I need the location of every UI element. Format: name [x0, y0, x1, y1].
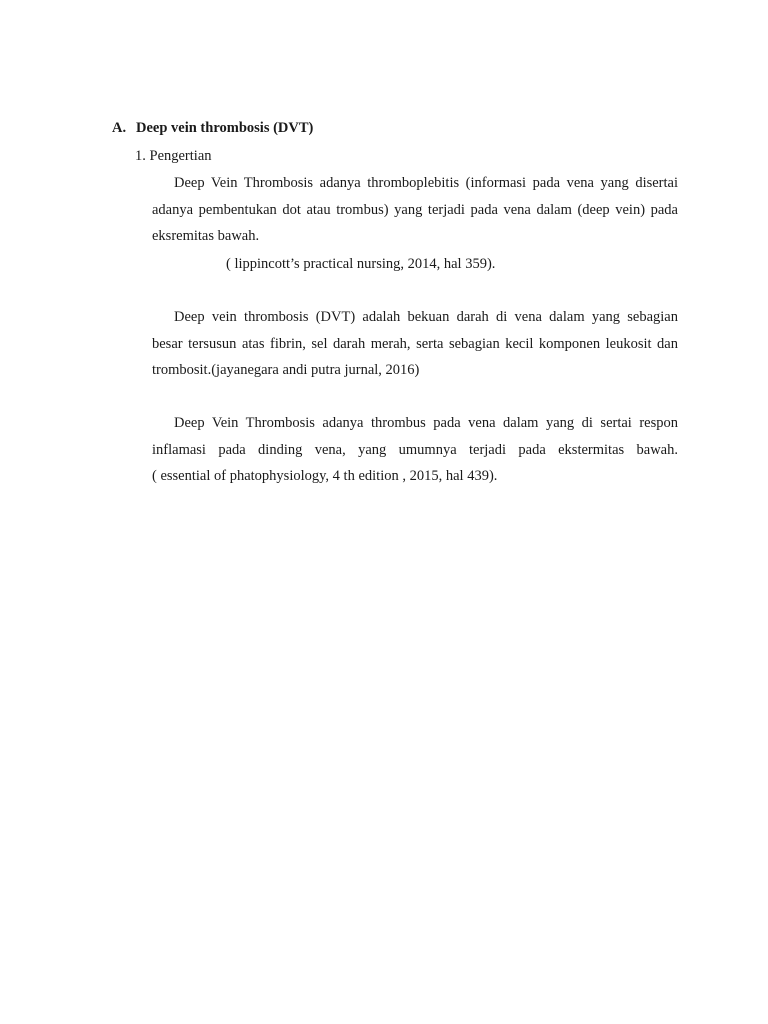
paragraph-definition-3 [152, 410, 678, 490]
paragraph-line: ( essential of phatophysiology, 4 th edition , 2015, hal 439). [152, 468, 498, 484]
paragraph-line: besar tersusun atas fibrin, sel darah merah, serta sebagian kecil komponen leukosit dan [152, 335, 678, 352]
paragraph-line: adanya pembentukan dot atau trombus) yang terjadi pada vena dalam (deep vein) pada [152, 201, 678, 218]
paragraph-line: Deep vein thrombosis (DVT) adalah bekuan darah di vena dalam yang sebagian [174, 309, 678, 325]
section-letter: A. [112, 120, 127, 136]
paragraph-line: Deep Vein Thrombosis adanya thromboplebitis (informasi pada vena yang disertai [174, 175, 678, 191]
paragraph-line: trombosit.(jayanegara andi putra jurnal, 2016) [152, 362, 420, 378]
paragraph-line: inflamasi pada dinding vena, yang umumnya terjadi pada ekstermitas bawah. [152, 441, 678, 458]
paragraph-line: eksremitas bawah. [152, 228, 260, 244]
section-title: Deep vein thrombosis (DVT) [136, 120, 314, 136]
paragraph-definition-2 [152, 304, 678, 384]
citation-lippincott: ( lippincott’s practical nursing, 2014, hal 359). [226, 256, 496, 272]
section-heading [112, 120, 313, 137]
paragraph-line: Deep Vein Thrombosis adanya thrombus pada vena dalam yang di sertai respon [174, 415, 678, 431]
paragraph-definition-1 [152, 170, 678, 250]
subsection-heading: 1. Pengertian [135, 148, 212, 164]
